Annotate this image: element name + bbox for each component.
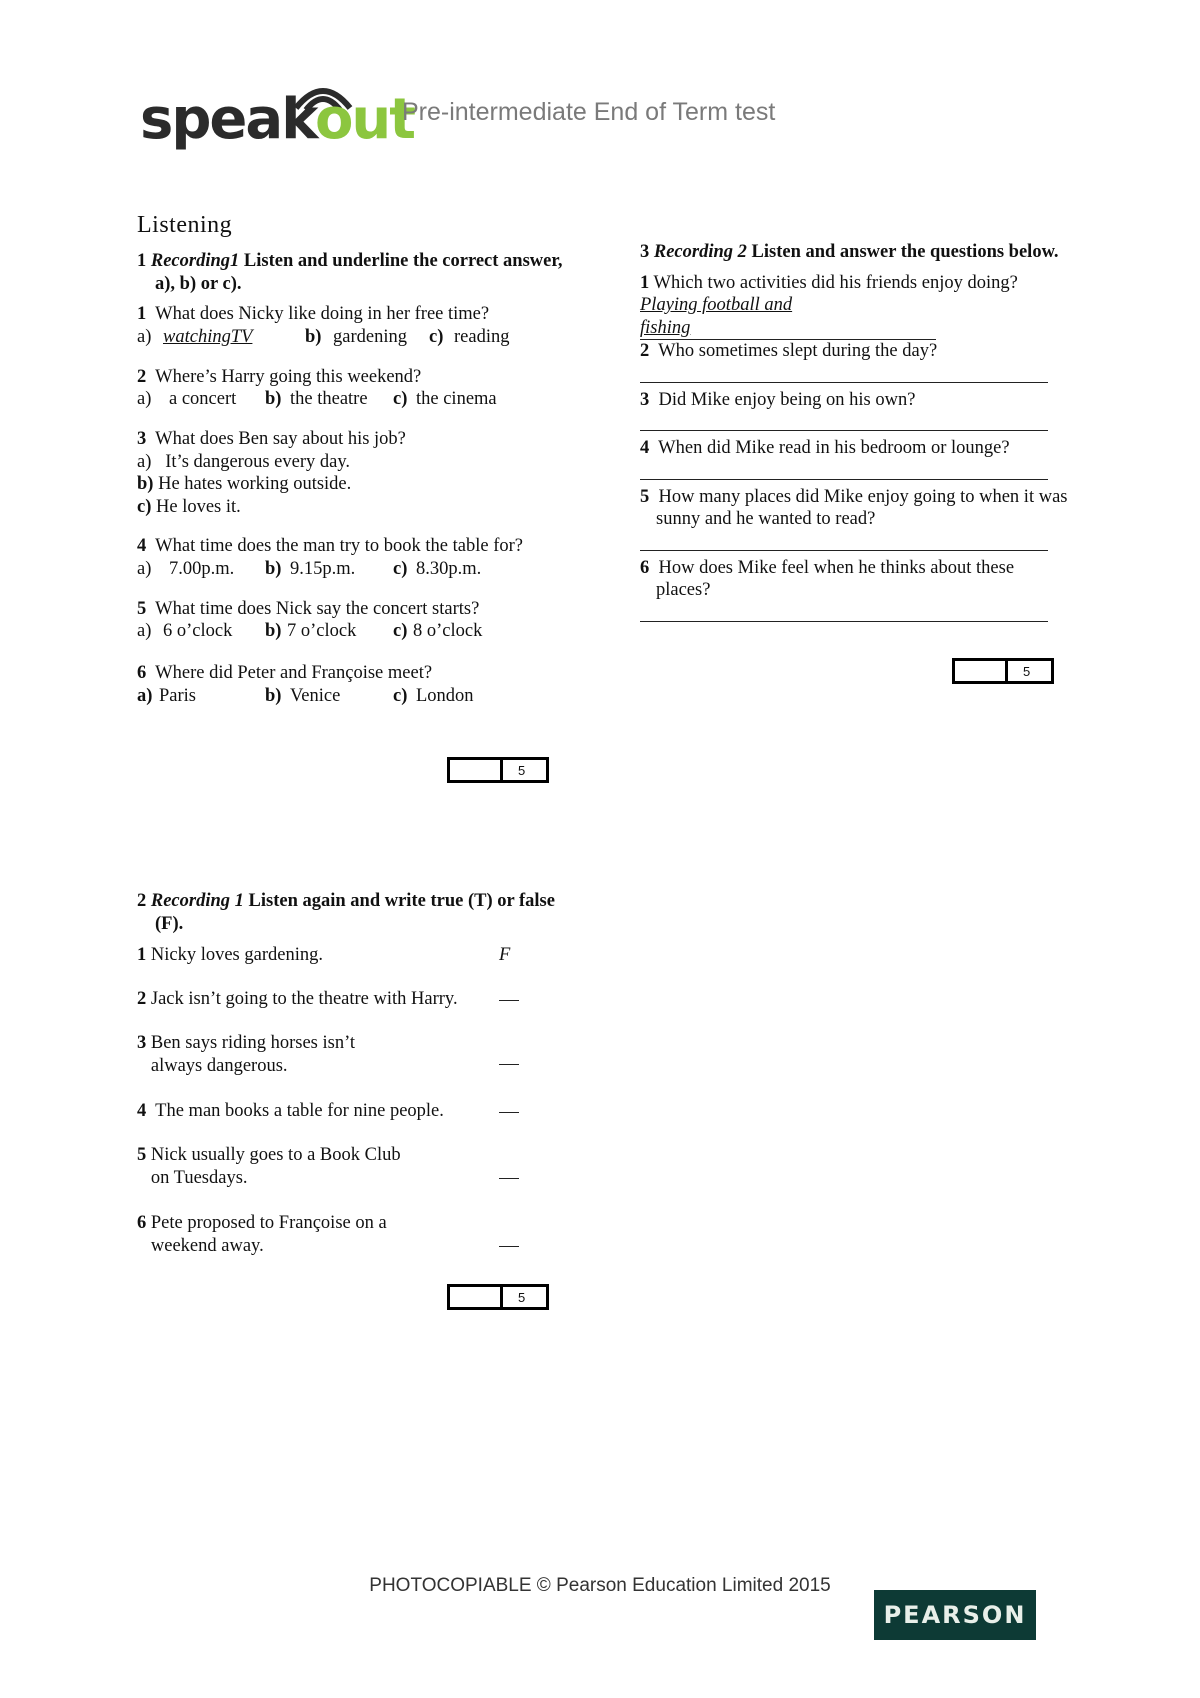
option-b[interactable]: 7 o’clock: [287, 621, 357, 641]
exercise-2-instruction: Listen again and write true (T) or false (F).: [155, 891, 555, 934]
option-c[interactable]: the cinema: [416, 389, 497, 409]
ex1-question-5: 5 What time does Nick say the concert starts?: [137, 598, 480, 619]
ex3-question-3: 3 Did Mike enjoy being on his own?: [640, 389, 916, 410]
speakout-logo: [140, 70, 415, 160]
exercise-2-heading: 2 Recording 1 Listen again and write true (T) or false (F).: [137, 891, 555, 934]
tf-item-4: 4 The man books a table for nine people.: [137, 1100, 577, 1144]
ex1-score-box[interactable]: [447, 757, 549, 783]
exercise-1-heading: 1 Recording1 Listen and underline the correct answer, a), b) or c).: [137, 251, 563, 294]
tf-answer-2[interactable]: [499, 1000, 519, 1001]
test-subtitle: Pre-intermediate End of Term test: [402, 98, 776, 126]
option-b[interactable]: gardening: [333, 326, 407, 347]
ex3-question-1: 1 Which two activities did his friends enjoy doing?: [640, 272, 1018, 293]
logo-text-out: out: [314, 87, 415, 152]
ex3-question-4: 4 When did Mike read in his bedroom or lounge?: [640, 438, 1010, 458]
tf-item-5: 5 Nick usually goes to a Book Club on Tuesdays.: [137, 1144, 577, 1212]
exercise-2-recording: Recording 1: [150, 891, 244, 911]
ex3-answer-2[interactable]: [640, 363, 1048, 383]
exercise-1: [137, 250, 577, 708]
exercise-1-recording: Recording1: [150, 251, 240, 271]
tf-answer-3[interactable]: [499, 1064, 519, 1065]
ex3-score-total: 5: [1023, 664, 1031, 679]
ex3-answer-4[interactable]: [640, 460, 1048, 480]
ex1-options-2: a) a concert b) the theatre c) the cinema: [137, 389, 497, 409]
option-b[interactable]: the theatre: [290, 389, 368, 409]
tf-item-6: 6 Pete proposed to Françoise on a weekend away.: [137, 1212, 577, 1272]
copyright-footer: PHOTOCOPIABLE © Pearson Education Limited 2015: [369, 1575, 831, 1596]
option-a[interactable]: watchingTV: [163, 326, 253, 347]
option-c[interactable]: 8.30p.m.: [416, 558, 482, 579]
tf-item-3: 3 Ben says riding horses isn’t always dangerous.: [137, 1032, 577, 1100]
ex3-score-box[interactable]: [952, 658, 1054, 684]
option-b[interactable]: 9.15p.m.: [290, 558, 356, 579]
ex2-score-total: 5: [518, 1290, 526, 1305]
ex3-answer-6[interactable]: [640, 602, 1048, 622]
exercise-3-recording: Recording 2: [653, 242, 747, 262]
ex3-question-2: 2 Who sometimes slept during the day?: [640, 341, 938, 361]
ex3-answer-1-line1[interactable]: Playing football and: [640, 295, 793, 315]
ex1-question-2: 2 Where’s Harry going this weekend?: [137, 366, 422, 387]
tf-item-2: 2 Jack isn’t going to the theatre with Harry.: [137, 988, 577, 1032]
option-a[interactable]: a concert: [169, 389, 237, 409]
tf-answer-5[interactable]: [499, 1178, 519, 1179]
option-c[interactable]: c) He loves it.: [137, 496, 241, 517]
option-a[interactable]: Paris: [159, 685, 196, 706]
ex1-question-4: 4 What time does the man try to book the table for?: [137, 536, 524, 556]
ex1-score-total: 5: [518, 763, 526, 778]
ex1-question-6: 6 Where did Peter and Françoise meet?: [137, 663, 433, 683]
option-c[interactable]: London: [416, 685, 474, 706]
tf-item-1: 1 Nicky loves gardening. F: [137, 945, 511, 965]
ex1-options-4: a) 7.00p.m. b) 9.15p.m. c) 8.30p.m.: [137, 558, 482, 579]
option-b[interactable]: b) He hates working outside.: [137, 474, 352, 494]
ex1-options-5: a) 6 o’clock b) 7 o’clock c) 8 o’clock: [137, 621, 483, 641]
option-a[interactable]: 6 o’clock: [163, 621, 233, 641]
logo-text-speak: speak: [140, 87, 315, 152]
ex1-options-1: a) watchingTV b) gardening c) reading: [137, 326, 510, 347]
ex3-question-6: 6 How does Mike feel when he thinks about these places?: [640, 557, 1015, 600]
exercise-1-instruction: Listen and underline the correct answer, a), b) or c).: [155, 251, 563, 294]
ex3-answer-1-line2[interactable]: fishing: [640, 317, 936, 341]
pearson-logo: PEARSON: [874, 1590, 1036, 1640]
ex3-question-5: 5 How many places did Mike enjoy going to when it was sunny and he wanted to read?: [640, 486, 1068, 529]
exercise-3: [640, 241, 1070, 622]
option-c[interactable]: reading: [454, 326, 510, 347]
option-b[interactable]: Venice: [290, 685, 341, 706]
exercise-2: [137, 890, 577, 1272]
ex1-options-6: a) Paris b) Venice c) London: [137, 685, 474, 706]
ex1-question-1: 1 What does Nicky like doing in her free time?: [137, 304, 490, 324]
exercise-3-instruction: Listen and answer the questions below.: [751, 242, 1059, 262]
ex3-answer-5[interactable]: [640, 531, 1048, 551]
option-a[interactable]: 7.00p.m.: [169, 558, 235, 579]
ex1-question-3: 3 What does Ben say about his job?: [137, 429, 406, 449]
ex3-answer-3[interactable]: [640, 411, 1048, 431]
tf-answer-4[interactable]: [499, 1112, 519, 1113]
section-title: Listening: [137, 212, 233, 238]
tf-answer-6[interactable]: [499, 1246, 519, 1247]
exercise-3-heading: 3 Recording 2 Listen and answer the questions below.: [640, 242, 1059, 262]
option-a[interactable]: a) It’s dangerous every day.: [137, 451, 351, 472]
ex2-score-box[interactable]: [447, 1284, 549, 1310]
option-c[interactable]: 8 o’clock: [413, 621, 483, 641]
tf-answer-1[interactable]: F: [499, 945, 511, 965]
